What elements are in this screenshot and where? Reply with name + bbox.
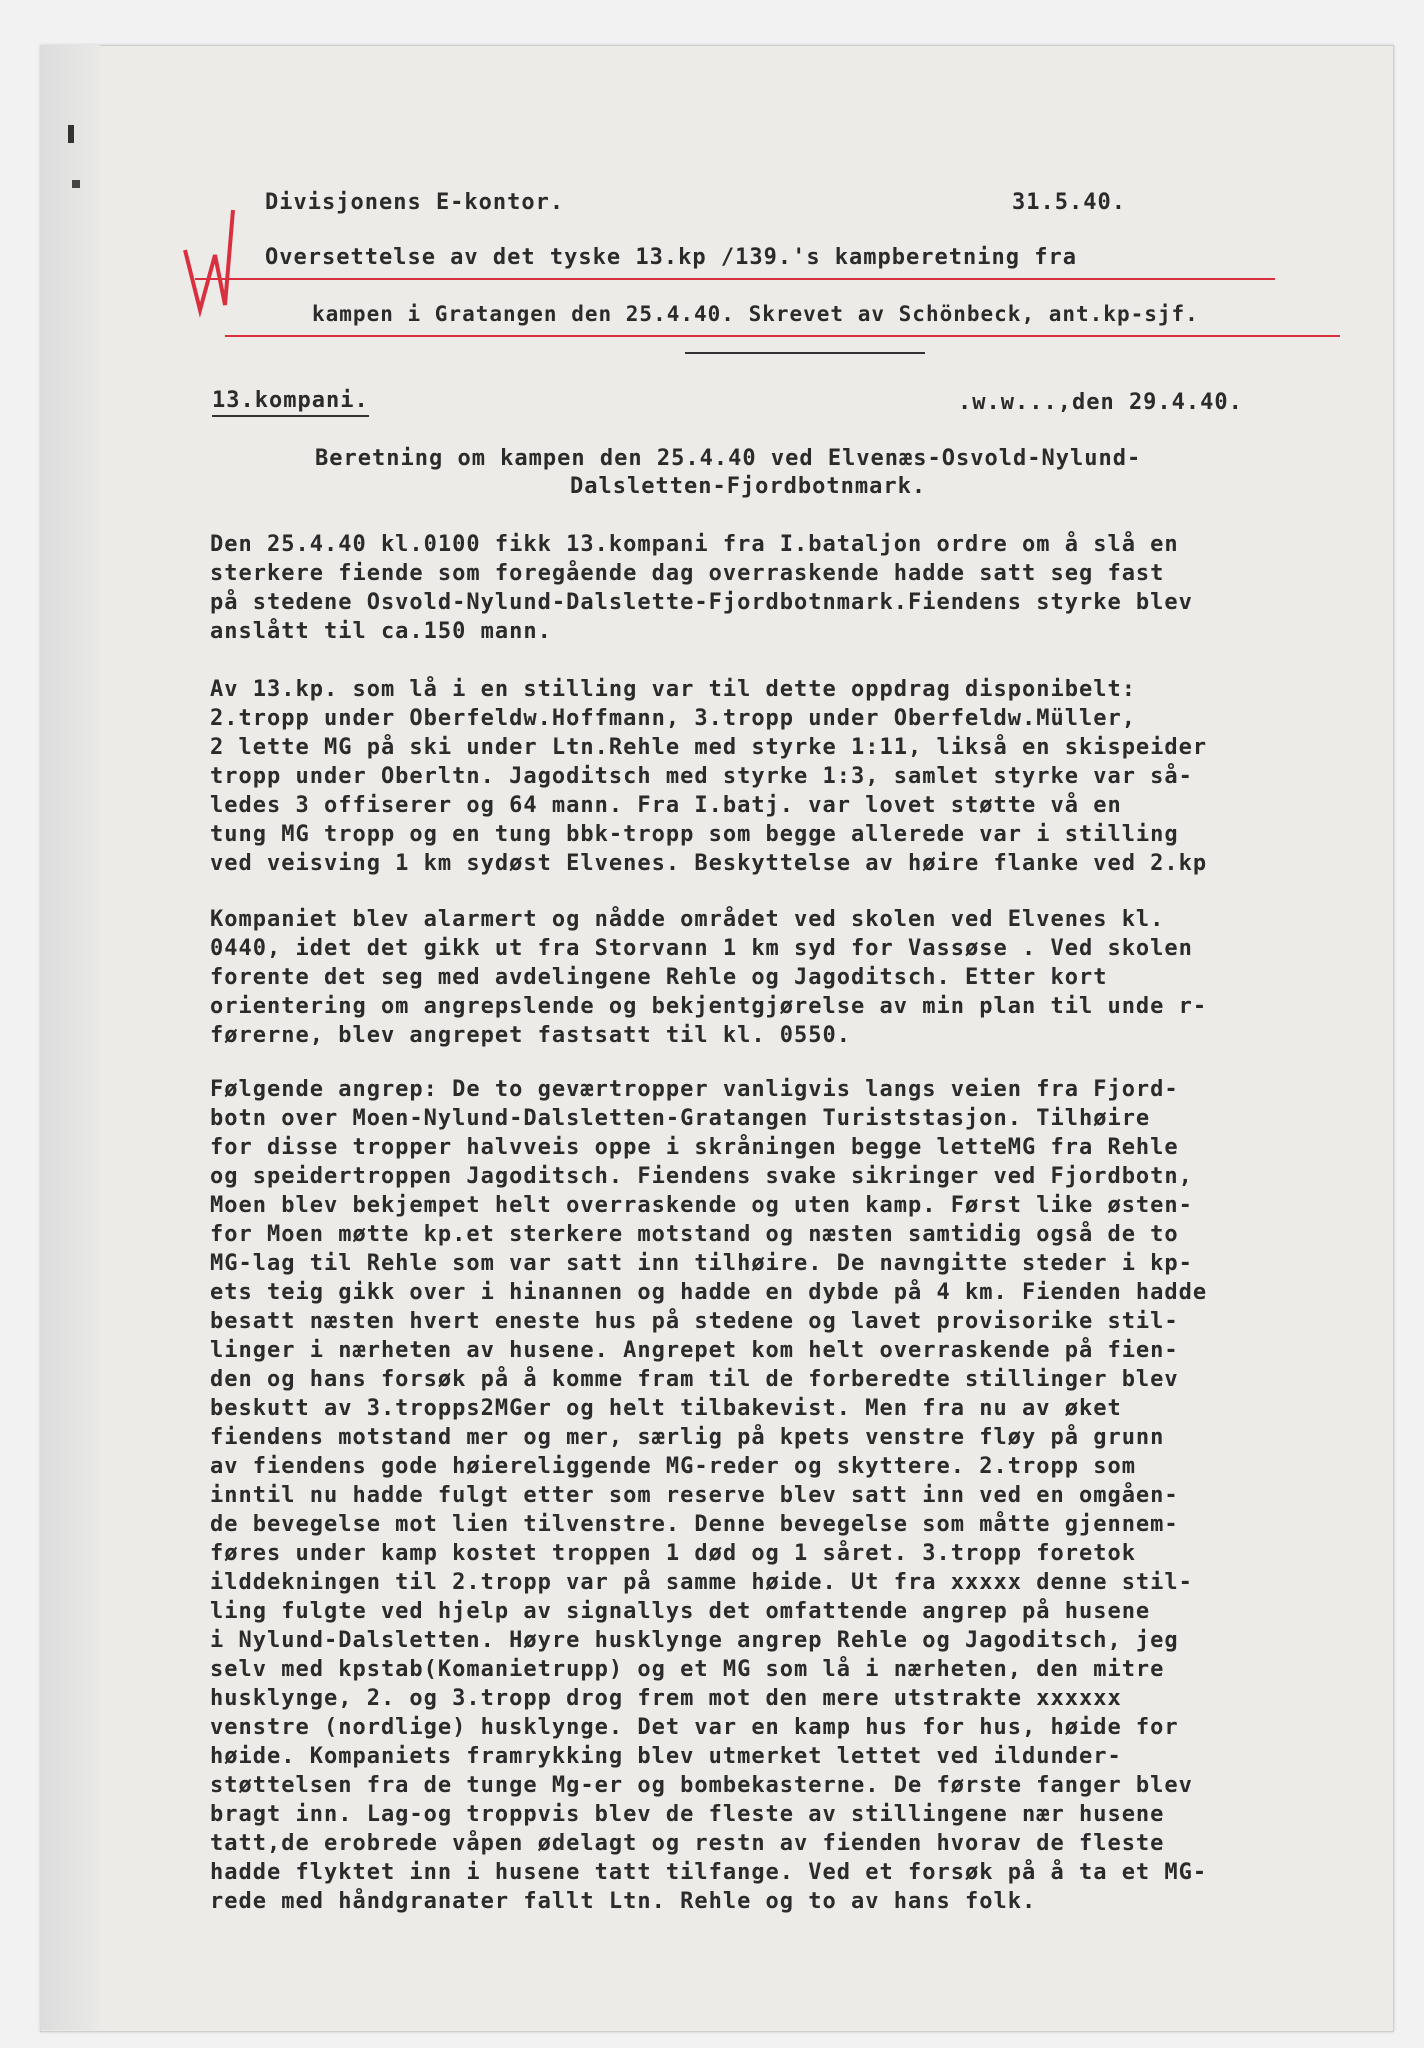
text-line: Moen blev bekjempet helt overraskende og uten kamp. Først like østen- xyxy=(210,1193,1193,1218)
text-line: ets teig gikk over i hinannen og hadde en dybde på 4 km. Fienden hadde xyxy=(210,1280,1208,1305)
text-line: støttelsen fra de tunge Mg-er og bombekasterne. De første fanger blev xyxy=(210,1773,1193,1798)
header-date: 31.5.40. xyxy=(1012,190,1126,215)
text-line: ling fulgte ved hjelp av signallys det omfattende angrep på husene xyxy=(210,1599,1151,1624)
text-line: inntil nu hadde fulgt etter som reserve blev satt inn ved en omgåen- xyxy=(210,1483,1179,1508)
translation-title-line2: kampen i Gratangen den 25.4.40. Skrevet av Schönbeck, ant.kp-sjf. xyxy=(312,302,1199,326)
paragraph-4 xyxy=(210,1075,1208,1945)
red-underline xyxy=(225,335,1340,337)
unit-label: 13.kompani. xyxy=(212,386,369,417)
text-line: 2 lette MG på ski under Ltn.Rehle med styrke 1:11, likså en skispeider xyxy=(210,735,1208,760)
text-line: og speidertroppen Jagoditsch. Fiendens svake sikringer ved Fjordbotn, xyxy=(210,1164,1193,1189)
punch-mark xyxy=(72,180,80,188)
paragraph-2 xyxy=(210,675,1208,907)
text-line: botn over Moen-Nylund-Dalsletten-Gratangen Turiststasjon. Tilhøire xyxy=(210,1106,1151,1131)
report-title-line2: Dalsletten-Fjordbotnmark. xyxy=(570,474,927,499)
paragraph-1 xyxy=(210,530,1193,675)
text-line: ilddekningen til 2.tropp var på samme høide. Ut fra xxxxx denne stil- xyxy=(210,1570,1193,1595)
text-line: anslått til ca.150 mann. xyxy=(210,619,552,644)
punch-mark xyxy=(68,125,74,143)
text-line: 2.tropp under Oberfeldw.Hoffmann, 3.tropp under Oberfeldw.Müller, xyxy=(210,706,1136,731)
text-line: tropp under Oberltn. Jagoditsch med styrke 1:3, samlet styrke var så- xyxy=(210,764,1193,789)
translation-title-line1: Oversettelse av det tyske 13.kp /139.'s kampberetning fra xyxy=(265,245,1077,270)
text-line: høide. Kompaniets framrykking blev utmerket lettet ved ildunder- xyxy=(210,1744,1122,1769)
text-line: hadde flyktet inn i husene tatt tilfange. Ved et forsøk på å ta et MG- xyxy=(210,1860,1208,1885)
text-line: rede med håndgranater fallt Ltn. Rehle og to av hans folk. xyxy=(210,1889,1037,1914)
page-left-edge xyxy=(40,45,100,2030)
text-line: forente det seg med avdelingene Rehle og Jagoditsch. Etter kort xyxy=(210,965,1108,990)
text-line: for Moen møtte kp.et sterkere motstand og næsten samtidig også de to xyxy=(210,1222,1179,1247)
report-dateline: .w.w...,den 29.4.40. xyxy=(958,390,1243,415)
text-line: MG-lag til Rehle som var satt inn tilhøire. De navngitte steder i kp- xyxy=(210,1251,1193,1276)
text-line: venstre (nordlige) husklynge. Det var en kamp hus for hus, høide for xyxy=(210,1715,1179,1740)
text-line: selv med kpstab(Komanietrupp) og et MG som lå i nærheten, den mitre xyxy=(210,1657,1165,1682)
text-line: den og hans forsøk på å komme fram til de forberedte stillinger blev xyxy=(210,1367,1179,1392)
text-line: av fiendens gode høiereliggende MG-reder og skyttere. 2.tropp som xyxy=(210,1454,1136,1479)
text-line: orientering om angrepslende og bekjentgjørelse av min plan til unde r- xyxy=(210,994,1208,1019)
text-line: de bevegelse mot lien tilvenstre. Denne bevegelse som måtte gjennem- xyxy=(210,1512,1179,1537)
red-checkmark xyxy=(175,200,255,320)
punch-marks xyxy=(40,45,100,305)
text-line: føres under kamp kostet troppen 1 død og 1 såret. 3.tropp foretok xyxy=(210,1541,1136,1566)
text-line: ved veisving 1 km sydøst Elvenes. Beskyttelse av høire flanke ved 2.kp xyxy=(210,851,1208,876)
paragraph-3 xyxy=(210,905,1208,1079)
text-line: beskutt av 3.tropps2MGer og helt tilbakevist. Men fra nu av øket xyxy=(210,1396,1122,1421)
text-line: Følgende angrep: De to geværtropper vanligvis langs veien fra Fjord- xyxy=(210,1077,1179,1102)
report-title-line1: Beretning om kampen den 25.4.40 ved Elvenæs-Osvold-Nylund- xyxy=(315,446,1142,471)
text-line: ledes 3 offiserer og 64 mann. Fra I.batj. var lovet støtte vå en xyxy=(210,793,1122,818)
text-line: Den 25.4.40 kl.0100 fikk 13.kompani fra I.bataljon ordre om å slå en xyxy=(210,532,1179,557)
text-line: 0440, idet det gikk ut fra Storvann 1 km syd for Vassøse . Ved skolen xyxy=(210,936,1193,961)
text-line: husklynge, 2. og 3.tropp drog frem mot den mere utstrakte xxxxxx xyxy=(210,1686,1122,1711)
text-line: førerne, blev angrepet fastsatt til kl. 0550. xyxy=(210,1023,852,1048)
text-line: i Nylund-Dalsletten. Høyre husklynge angrep Rehle og Jagoditsch, jeg xyxy=(210,1628,1179,1653)
header-office: Divisjonens E-kontor. xyxy=(265,190,565,215)
red-underline xyxy=(195,278,1275,280)
text-line: Kompaniet blev alarmert og nådde området ved skolen ved Elvenes kl. xyxy=(210,907,1165,932)
separator-rule xyxy=(685,352,925,354)
text-line: på stedene Osvold-Nylund-Dalslette-Fjordbotnmark.Fiendens styrke blev xyxy=(210,590,1193,615)
text-line: sterkere fiende som foregående dag overraskende hadde satt seg fast xyxy=(210,561,1165,586)
text-line: linger i nærheten av husene. Angrepet kom helt overraskende på fien- xyxy=(210,1338,1179,1363)
text-line: for disse tropper halvveis oppe i skråningen begge letteMG fra Rehle xyxy=(210,1135,1179,1160)
text-line: tatt,de erobrede våpen ødelagt og restn av fienden hvorav de fleste xyxy=(210,1831,1165,1856)
text-line: tung MG tropp og en tung bbk-tropp som begge allerede var i stilling xyxy=(210,822,1179,847)
text-line: besatt næsten hvert eneste hus på stedene og lavet provisorike stil- xyxy=(210,1309,1179,1334)
text-line: fiendens motstand mer og mer, særlig på kpets venstre fløy på grunn xyxy=(210,1425,1165,1450)
text-line: bragt inn. Lag-og troppvis blev de fleste av stillingene nær husene xyxy=(210,1802,1165,1827)
text-line: Av 13.kp. som lå i en stilling var til dette oppdrag disponibelt: xyxy=(210,677,1136,702)
